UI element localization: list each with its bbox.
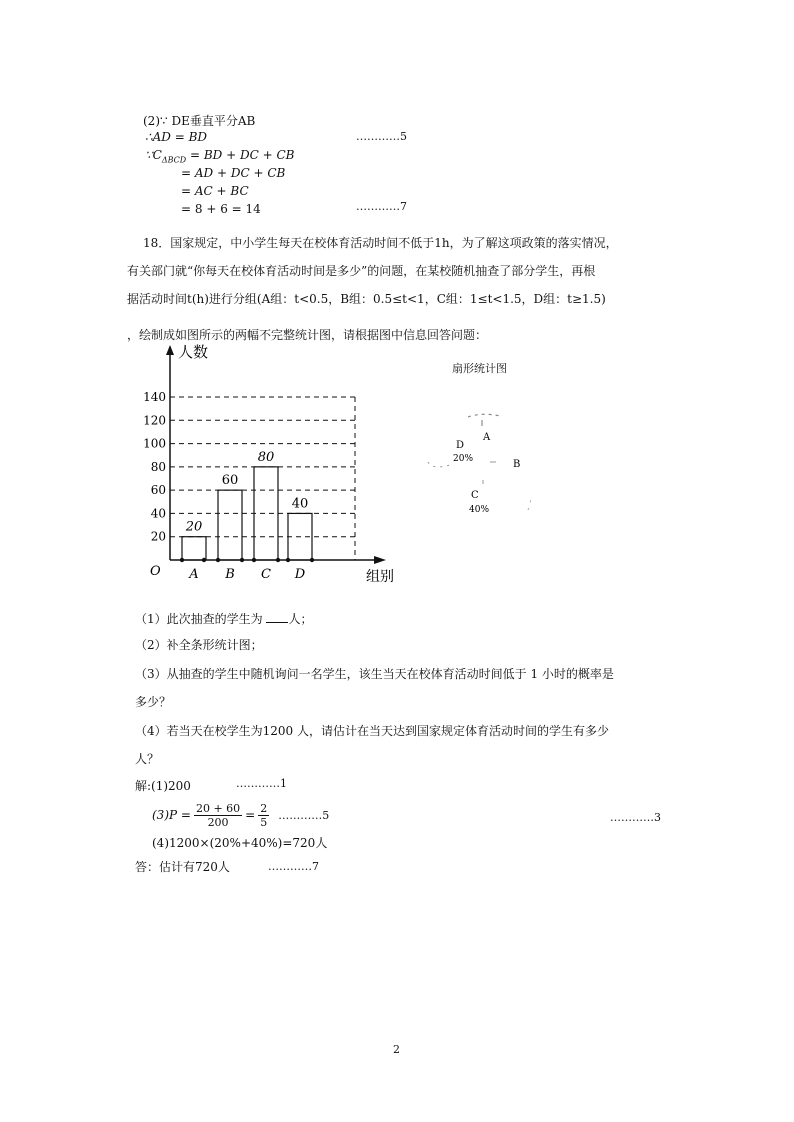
q18-line-1: 18．国家规定，中小学生每天在校体育活动时间不低于1h，为了解这项政策的落实情况， — [143, 236, 618, 250]
q18-line-4: ，绘制成如图所示的两幅不完整统计图，请根据图中信息回答问题： — [127, 328, 488, 342]
x-tick-label: D — [294, 567, 306, 582]
y-tick-label: 60 — [150, 483, 166, 498]
pie-chart-title: 扇形统计图 — [452, 362, 507, 375]
pie-arc — [428, 462, 450, 467]
answer-3-prefix: (3)P = — [152, 808, 191, 822]
axis-point — [310, 558, 314, 562]
score-mark: …………5 — [356, 130, 407, 143]
bar-value-label: 40 — [291, 496, 309, 512]
page-number: 2 — [393, 1043, 400, 1056]
proof-line-3 — [145, 148, 294, 164]
fraction-numerator: 2 — [260, 801, 268, 815]
question-1-text: （1）此次抽查的学生为 — [135, 612, 263, 626]
proof-line-6: = 8 + 6 = 14 — [181, 202, 261, 216]
pie-percent-d: 20% — [453, 454, 474, 464]
origin-label: O — [150, 564, 161, 579]
y-axis-arrow — [166, 345, 174, 355]
equals-sign: = — [245, 808, 256, 822]
fraction-numerator: 20 + 60 — [195, 801, 241, 815]
perimeter-expression: = BD + DC + CB — [186, 148, 295, 162]
bar-a — [182, 537, 206, 560]
perimeter-subscript: ΔBCD — [161, 155, 187, 165]
fraction — [194, 802, 242, 829]
x-tick-label: B — [225, 567, 235, 582]
question-1-end: 人； — [288, 612, 313, 626]
fraction-denominator: 5 — [260, 815, 268, 829]
axis-point — [240, 558, 244, 562]
answer-4: (4)1200×(20%+40%)=720人 — [152, 836, 328, 850]
proof-line-5: = AC + BC — [181, 184, 249, 198]
pie-percent-c: 40% — [469, 505, 490, 515]
final-answer: 答：估计有720人 — [135, 860, 230, 874]
pie-label-b: B — [513, 459, 521, 470]
bar-value-label: 20 — [185, 519, 203, 535]
question-1 — [135, 610, 312, 627]
answer-1: 解:(1)200 — [135, 779, 191, 793]
bar-c — [254, 467, 278, 560]
pie-arc — [468, 414, 500, 417]
x-axis-label: 组别 — [366, 569, 394, 585]
perimeter-symbol: ∵C — [145, 148, 162, 162]
question-3-line-1: （3）从抽查的学生中随机询问一名学生，该生当天在校体育活动时间低于 1 小时的概率是 — [135, 667, 614, 681]
question-4-line-1: （4）若当天在校学生为1200 人，请估计在当天达到国家规定体育活动时间的学生有多少 — [135, 724, 609, 738]
fraction-denominator: 200 — [207, 815, 229, 829]
score-mark: …………1 — [236, 777, 287, 790]
q18-line-3: 据活动时间t(h)进行分组(A组：t<0.5，B组：0.5≤t<1，C组：1≤t<1.5，D组：t≥1.5) — [127, 292, 606, 306]
y-tick-label: 40 — [150, 506, 166, 521]
axis-point — [202, 558, 206, 562]
axis-point — [252, 558, 256, 562]
pie-chart — [420, 400, 550, 530]
score-mark: …………7 — [356, 200, 407, 213]
axis-point — [286, 558, 290, 562]
axis-point — [276, 558, 280, 562]
y-tick-label: 20 — [150, 529, 166, 544]
x-tick-label: C — [261, 567, 271, 582]
axis-point — [180, 558, 184, 562]
bar-value-label: 80 — [257, 449, 275, 465]
score-mark: …………5 — [278, 808, 330, 822]
question-3-line-2: 多少？ — [135, 695, 172, 709]
score-mark: …………7 — [268, 860, 319, 873]
score-mark: …………3 — [610, 811, 661, 824]
x-axis-arrow — [374, 556, 386, 564]
pie-label-c: C — [471, 490, 479, 501]
pie-arc — [528, 495, 531, 510]
bar-chart — [130, 335, 400, 590]
answer-3 — [152, 798, 329, 832]
bar-b — [218, 490, 242, 560]
x-tick-label: A — [189, 567, 199, 582]
proof-line-4: = AD + DC + CB — [181, 166, 286, 180]
y-tick-label: 80 — [150, 459, 166, 474]
proof-line-1: (2)∵ DE垂直平分AB — [143, 114, 256, 128]
y-tick-label: 100 — [143, 436, 166, 451]
pie-label-a: A — [483, 432, 491, 443]
question-2: （2）补全条形统计图； — [135, 638, 263, 652]
y-tick-label: 140 — [143, 390, 166, 404]
pie-label-d: D — [456, 440, 465, 451]
y-axis-label: 人数 — [178, 343, 209, 361]
fraction — [258, 802, 269, 829]
y-tick-label: 120 — [143, 413, 166, 428]
proof-line-2: ∴AD = BD — [145, 130, 208, 144]
q18-line-2: 有关部门就“你每天在校体育活动时间是多少”的问题，在某校随机抽查了部分学生，再根 — [127, 264, 596, 278]
question-4-line-2: 人？ — [135, 752, 160, 766]
bar-value-label: 60 — [221, 473, 239, 489]
answer-blank — [266, 610, 288, 623]
axis-point — [216, 558, 220, 562]
